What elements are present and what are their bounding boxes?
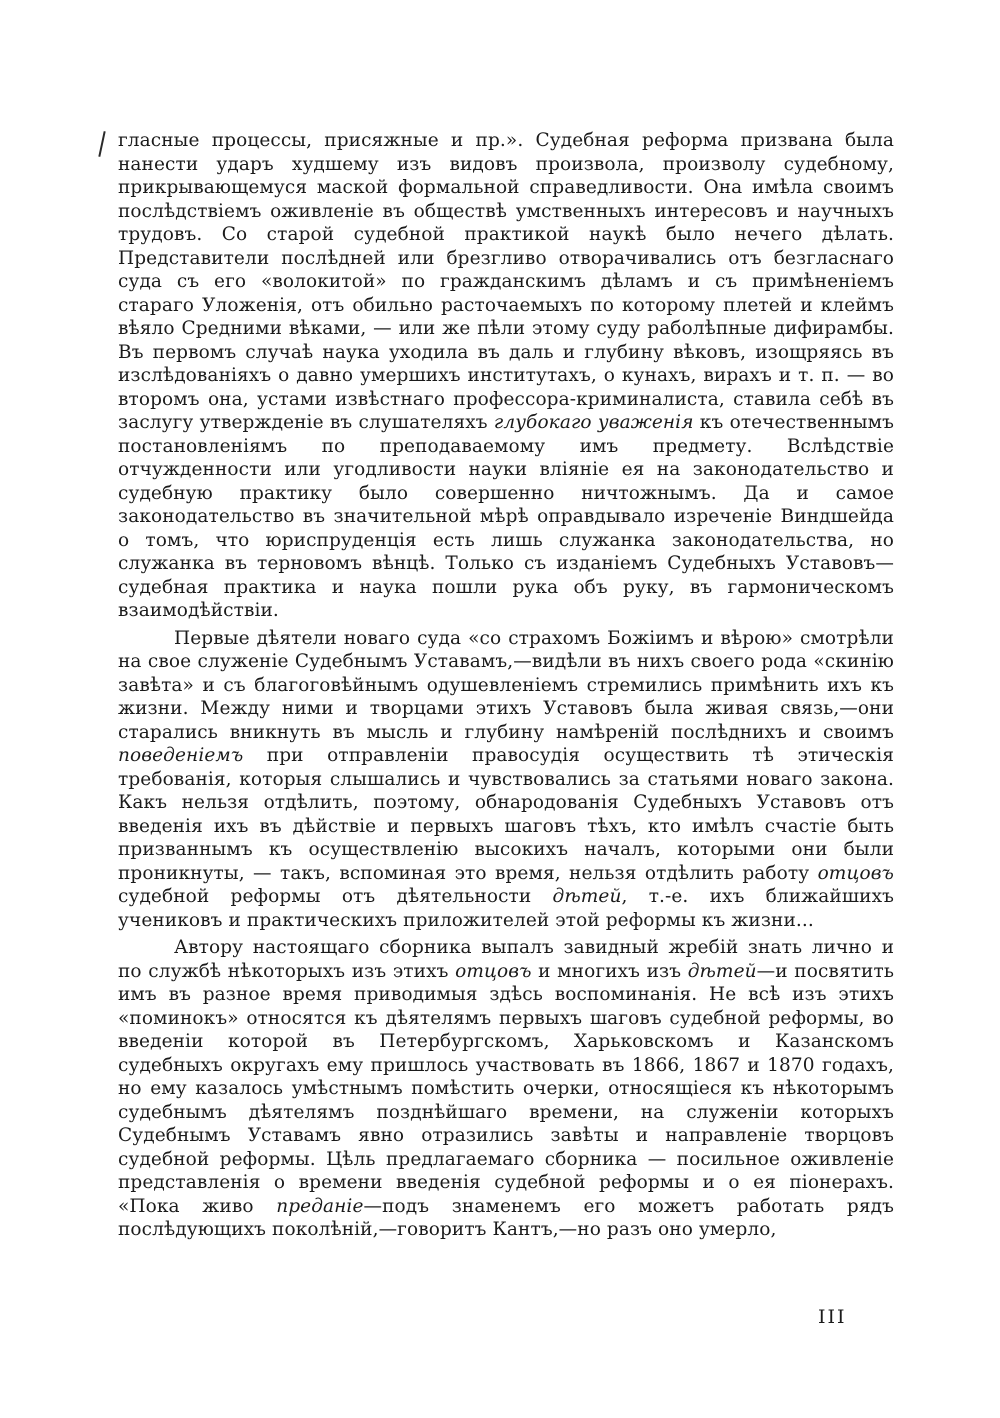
paragraph-3-part-5: —и посвятить имъ въ разное время приводимыя здѣсь воспоминанія. Не всѣ изъ этихъ «поминокъ» относятся къ дѣятелямъ первыхъ шаговъ судебной реформы, во введеніи которой въ Петербургскомъ, Харьковскомъ и Казанскомъ судебныхъ округахъ ему пришлось участвовать въ 1866, 1867 и 1870 годахъ, но ему казалось умѣстнымъ помѣстить очерки, относящіеся къ нѣкоторымъ судебнымъ дѣятелямъ позднѣйшаго времени, на служеніи которыхъ Судебнымъ Уставамъ явно отразились завѣты и направленіе творцовъ судебной реформы. Цѣль предлагаемаго сборника — посильное оживленіе представленія о времени введенія судебной реформы и о ея піонерахъ. «Пока живо — [118, 960, 894, 1217]
paragraph-3-part-7: —подъ знаменемъ его можетъ работать рядъ послѣдующихъ поколѣній,—говоритъ Кантъ,—но разъ оно умерло, — [118, 1195, 894, 1240]
paragraph-1-part-3: къ отечественнымъ постановленіямъ по преподаваемому имъ предмету. Вслѣдствіе отчужденности или угодливости науки вліяніе ея на законодательство и судебную практику было совершенно ничтожнымъ. Да и самое законодательство въ значительной мѣрѣ оправдывало изреченіе Виндшейда о томъ, что юриспруденція есть лишь служанка законодательства, но служанка въ терновомъ вѣнцѣ. Только съ изданіемъ Судебныхъ Уставовъ—судебная практика и наука пошли рука объ руку, въ гармоническомъ взаимодѣйствіи. — [118, 412, 894, 621]
paragraph-2-italic-2: отцовъ — [817, 862, 894, 884]
margin-pencil-mark — [98, 131, 105, 157]
body-text — [118, 129, 894, 1242]
paragraph-3-part-3: и многихъ изъ — [531, 960, 688, 982]
paragraph-2-part-5: судебной реформы отъ дѣятельности — [118, 886, 553, 907]
paragraph-2-part-3: при отправленіи правосудія осуществить тѣ этическія требованія, которыя слышались и чувствовались за статьями новаго закона. Какъ нельзя отдѣлить, поэтому, обнародованія Судебныхъ Уставовъ отъ введенія ихъ въ дѣйствіе и первыхъ шаговъ тѣхъ, кто имѣлъ счастіе быть призваннымъ къ осуществленію высокихъ началъ, которыми они были проникнуты, — такъ, вспоминая это время, нельзя отдѣлить работу — [118, 745, 894, 884]
paragraph-3-italic-3: преданіе — [276, 1195, 364, 1217]
paragraph-2 — [118, 627, 894, 933]
paragraph-3-part-1: Автору настоящаго сборника выпалъ завидный жребій знать лично и по службѣ нѣкоторыхъ изъ этихъ — [118, 937, 894, 982]
paragraph-2-italic-1: поведеніемъ — [118, 745, 244, 766]
paragraph-1-part-1: гласные процессы, присяжные и пр.». Судебная реформа призвана была нанести ударъ худшему изъ видовъ произвола, произволу судебному, прикрывающемуся маской формальной справедливости. Она имѣла своимъ послѣдствіемъ оживленіе въ обществѣ умственныхъ интересовъ и научныхъ трудовъ. Со старой судебной практикой наукѣ было нечего дѣлать. Представители послѣдней или брезгливо отворачивались отъ безгласнаго суда съ его «волокитой» по гражданскимъ дѣламъ и съ примѣненіемъ стараго Уложенія, отъ обильно расточаемыхъ по которому плетей и клеймъ вѣяло Средними вѣками, — или же пѣли этому суду раболѣпные дифирамбы. Въ первомъ случаѣ наука уходила въ даль и глубину вѣковъ, изощряясь въ изслѣдованіяхъ о давно умершихъ институтахъ, о кунахъ, вирахъ и т. п. — во второмъ она, устами извѣстнаго профессора-криминалиста, ставила себѣ въ заслугу утвержденіе въ слушателяхъ — [118, 130, 894, 433]
paragraph-2-part-7: , т.-е. ихъ ближайшихъ учениковъ и практическихъ приложителей этой реформы къ жизни... — [118, 886, 894, 931]
paragraph-2-italic-3: дѣтей — [552, 886, 622, 907]
page-number: III — [818, 1306, 847, 1328]
paragraph-2-part-1: Первые дѣятели новаго суда «со страхомъ Божіимъ и вѣрою» смотрѣли на свое служеніе Судебнымъ Уставамъ,—видѣли въ нихъ своего рода «скинію завѣта» и съ благоговѣйнымъ одушевленіемъ стремились примѣнить ихъ къ жизни. Между ними и творцами этихъ Уставовъ была живая связь,—они старались вникнуть въ мысль и глубину намѣреній послѣднихъ и своимъ — [118, 627, 894, 743]
paragraph-1-italic-1: глубокаго уваженія — [493, 412, 694, 433]
paragraph-3-italic-2: дѣтей — [687, 960, 757, 982]
paragraph-3 — [118, 936, 894, 1242]
paragraph-3-italic-1: отцовъ — [455, 960, 532, 982]
paragraph-1 — [118, 129, 894, 623]
